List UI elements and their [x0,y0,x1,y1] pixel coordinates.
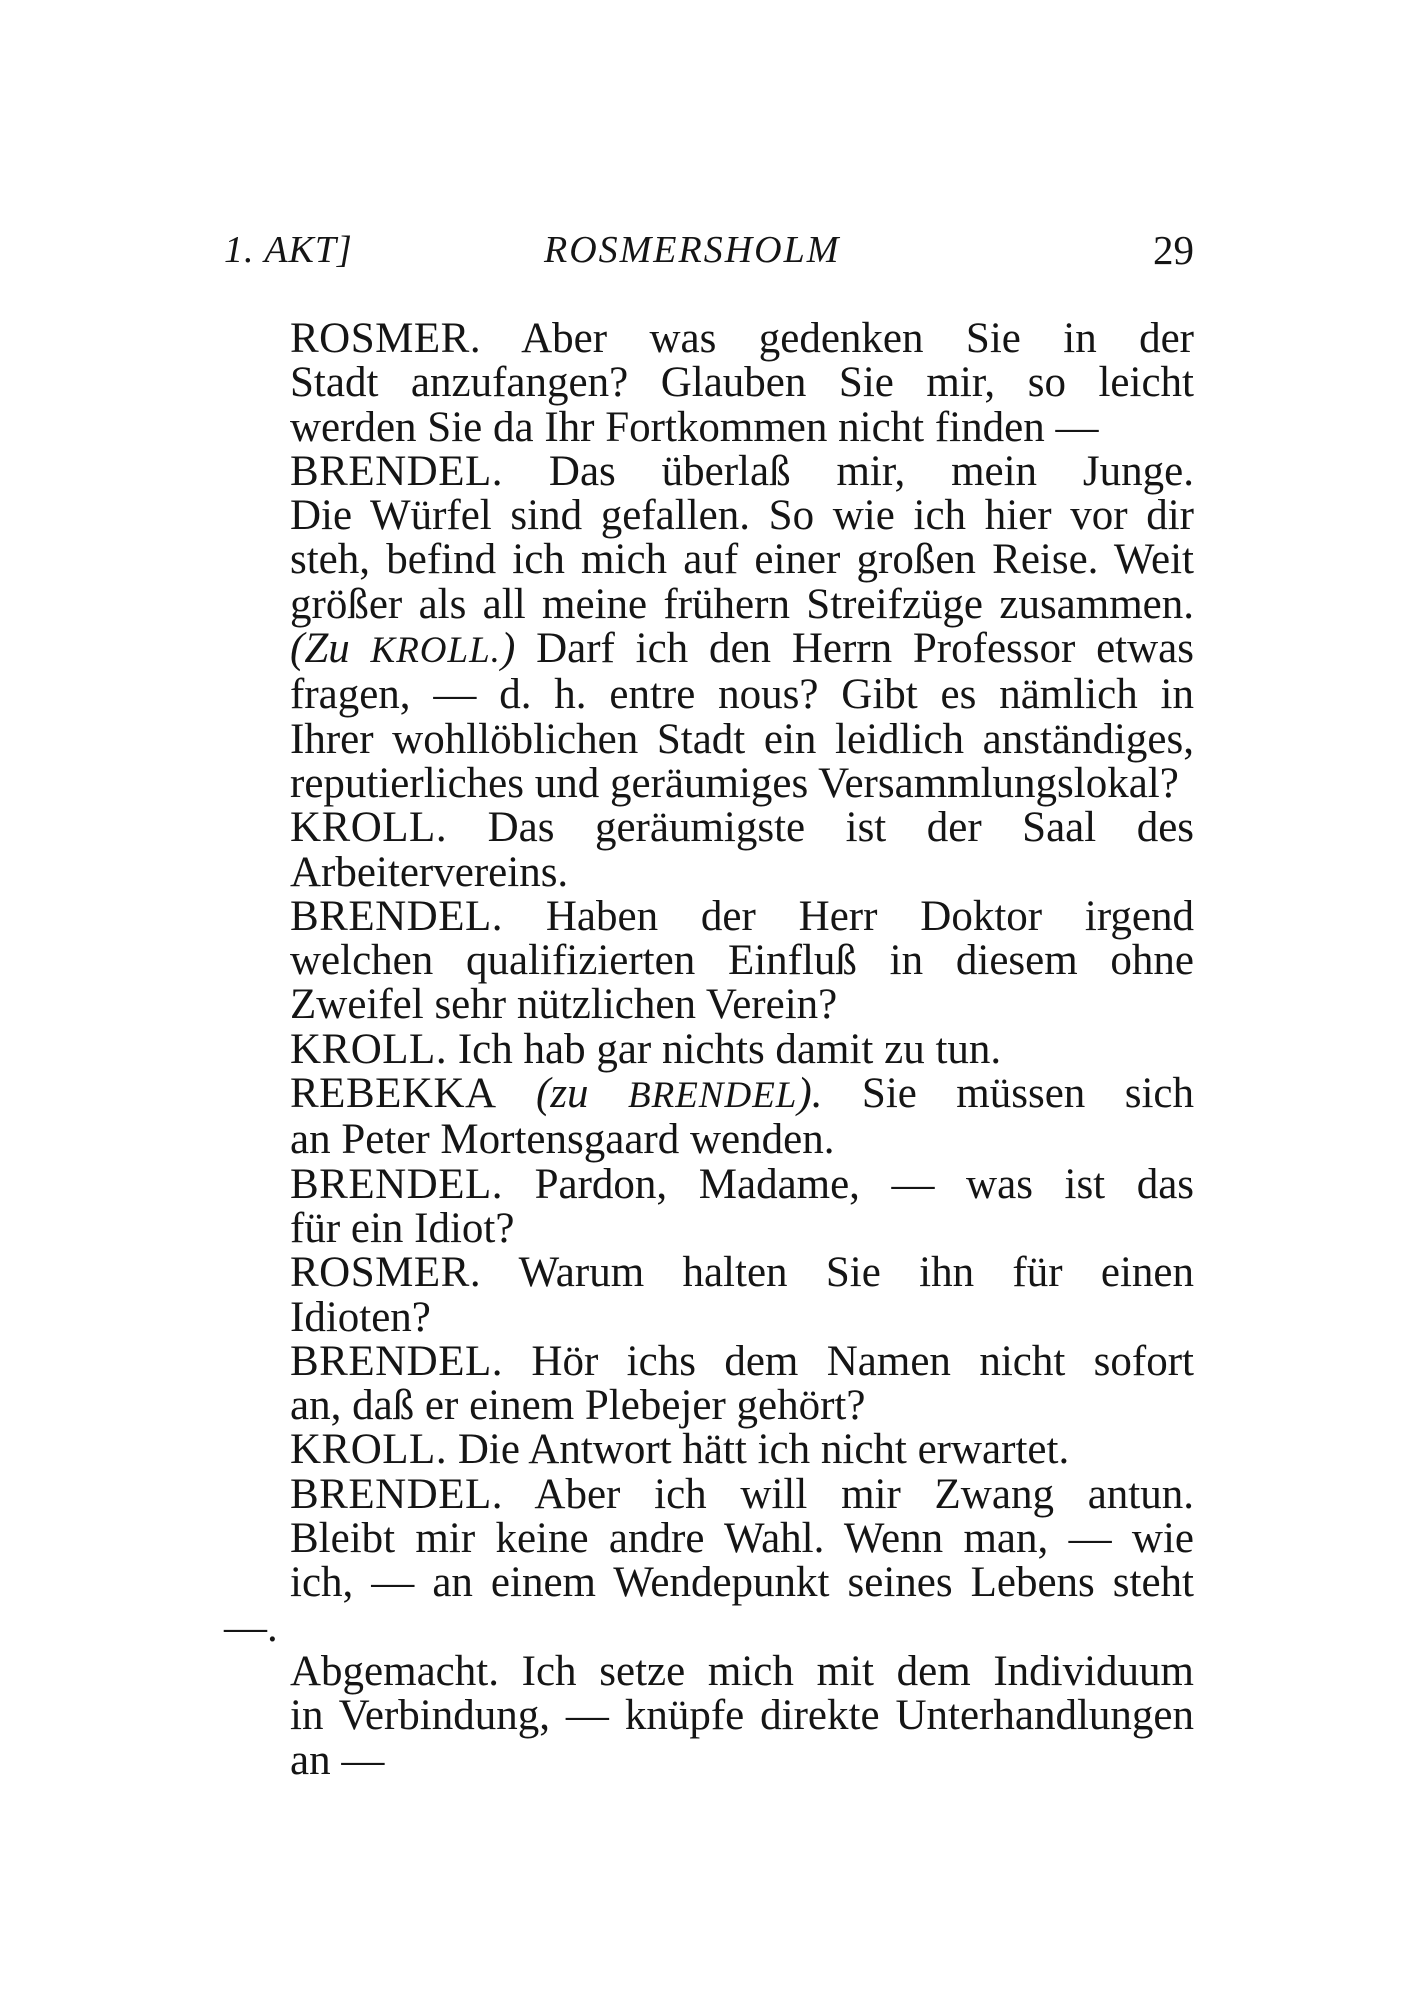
speech-brendel [224,1337,1195,1430]
text-line: Arbeitervereins. [290,848,569,896]
text-line: Zweifel sehr nützlichen Verein? [290,981,838,1029]
stage-prefix: (Zu [290,625,350,673]
speech-brendel [224,447,1195,807]
text-line [224,447,1194,495]
act-label: 1. AKT] [224,229,353,271]
speaker-name: KROLL. [290,1025,448,1073]
text-line: Idioten? [290,1293,431,1341]
stage-prefix: (zu [536,1070,589,1118]
stage-character: KROLL. [370,630,501,672]
line-text: Das geräumigste ist der Saal des [487,804,1195,852]
page-number: 29 [1153,227,1194,273]
stage-character: BRENDEL [628,1075,798,1117]
line-text: Sie müssen sich [861,1070,1194,1118]
text-line [224,806,1194,850]
text-line: größer als all meine frühern Streifzüge zusammen. [290,580,1194,628]
text-line: werden Sie da Ihr Fortkommen nicht finden — [290,403,1099,451]
line-text: Das überlaß mir, mein Junge. [548,447,1194,495]
text-line [224,1160,1195,1208]
text-line [224,1072,1194,1118]
speech-brendel [224,892,1195,1029]
text-line: reputierliches und geräumiges Versammlungslokal? [290,759,1179,807]
line-text: Haben der Herr Doktor irgend [545,892,1195,940]
speech-rebekka [224,1072,1194,1163]
text-line: Bleibt mir keine andre Wahl. Wenn man, — wie [290,1515,1194,1563]
text-line: fragen, — d. h. entre nous? Gibt es nämlich in [290,671,1194,719]
text-line: Abgemacht. Ich setze mich mit dem Individuum [290,1647,1194,1695]
speech-rosmer [224,1251,1194,1340]
text-line: an, daß er einem Plebejer gehört? [290,1382,866,1430]
speaker-name: BRENDEL. [290,447,504,495]
text-line: an — [290,1736,385,1784]
speaker-name: BRENDEL. [290,1470,504,1518]
line-text: Darf ich den Herrn Professor etwas [536,625,1195,673]
stage-direction [290,625,515,672]
speaker-name: ROSMER. [290,1249,482,1297]
speaker-name: BRENDEL. [290,1160,504,1208]
line-text: Pardon, Madame, — was ist das [534,1160,1195,1208]
speaker-name: BRENDEL. [290,892,504,940]
dialogue-text [224,317,1194,1783]
text-line: Die Würfel sind gefallen. So wie ich hier vor dir [290,492,1194,540]
speaker-name: KROLL. [290,1426,448,1474]
text-line [224,317,1194,361]
line-text: Die Antwort hätt ich nicht erwartet. [457,1426,1070,1474]
stage-suffix: ) [500,625,516,673]
speaker-name: KROLL. [290,804,448,852]
text-line [224,1025,1194,1073]
text-line [224,1251,1194,1295]
running-head [224,222,1194,278]
speaker-name: BRENDEL. [290,1337,504,1385]
text-line [224,1428,1194,1472]
line-text: Aber ich will mir Zwang antun. [534,1470,1194,1518]
text-line: an Peter Mortensgaard wenden. [290,1116,835,1164]
text-line [224,1337,1195,1385]
text-line: für ein Idiot? [290,1204,515,1252]
speaker-name: ROSMER. [290,315,482,362]
text-line: ich, — an einem Wendepunkt seines Lebens steht —. [224,1559,1194,1651]
text-line: Ihrer wohllöblichen Stadt ein leidlich anständiges, [290,715,1194,763]
line-text: Aber was gedenken Sie in der [521,315,1194,362]
line-text: Hör ichs dem Namen nicht sofort [531,1337,1195,1385]
speaker-name: REBEKKA [290,1070,497,1118]
text-line: Stadt anzufangen? Glauben Sie mir, so leicht [290,359,1194,407]
text-line [224,892,1195,940]
text-line: steh, befind ich mich auf einer großen Reise. Weit [290,536,1194,584]
text-line [224,627,1194,673]
text-line: in Verbindung, — knüpfe direkte Unterhandlungen [290,1692,1194,1740]
line-text: Ich hab gar nichts damit zu tun. [457,1025,1002,1073]
speech-kroll [224,1428,1194,1472]
speech-kroll [224,806,1194,895]
text-line: welchen qualifizierten Einfluß in diesem ohne [290,937,1194,985]
stage-direction [536,1070,822,1117]
speech-brendel [224,1160,1195,1252]
speech-kroll [224,1025,1194,1073]
speech-brendel [224,1470,1194,1784]
line-text: Warum halten Sie ihn für einen [518,1249,1194,1297]
text-line [224,1470,1194,1518]
speech-rosmer [224,317,1194,450]
stage-suffix: ). [797,1070,823,1118]
book-title: ROSMERSHOLM [544,229,841,271]
